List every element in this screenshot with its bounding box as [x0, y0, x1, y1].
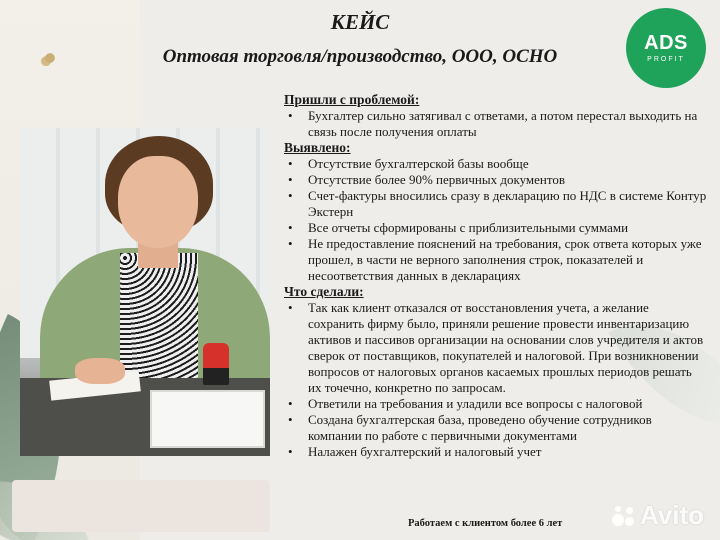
section-heading-done: Что сделали:	[284, 284, 364, 299]
page-subtitle: Оптовая торговля/производство, ООО, ОСНО	[162, 46, 558, 67]
list-item: • Ответили на требования и уладили все вопросы с налоговой	[284, 396, 708, 412]
section-heading-problem: Пришли с проблемой:	[284, 92, 420, 107]
list-item: • Все отчеты сформированы с приблизительными суммами	[284, 220, 708, 236]
list-item: • Отсутствие бухгалтерской базы вообще	[284, 156, 708, 172]
done-list	[284, 300, 708, 460]
avito-watermark	[612, 500, 704, 531]
logo-sub-text: PROFIT	[647, 56, 685, 63]
footer-note: Работаем с клиентом более 6 лет	[408, 518, 563, 529]
problem-list	[284, 108, 708, 140]
list-item: • Создана бухгалтерская база, проведено обучение сотрудников компании по работе с первичными документами	[284, 412, 708, 444]
list-item: • Счет-фактуры вносились сразу в декларацию по НДС в системе Контур Экстерн	[284, 188, 708, 220]
section-heading-found: Выявлено:	[284, 140, 351, 155]
bottom-decor-box	[12, 480, 270, 532]
logo-main-text: ADS	[644, 32, 688, 54]
ads-profit-logo	[626, 8, 706, 88]
page-title: КЕЙС	[330, 10, 390, 34]
found-list	[284, 156, 708, 284]
portrait-photo	[20, 128, 270, 456]
case-description	[284, 92, 708, 460]
avito-watermark-text: Avito	[640, 500, 705, 530]
list-item: • Бухгалтер сильно затягивал с ответами, а потом перестал выходить на связь после получения оплаты	[284, 108, 708, 140]
list-item: • Не предоставление пояснений на требования, срок ответа которых уже прошел, в части не верного заполнения строк, показателей и несоответствия данных в декларациях	[284, 236, 708, 284]
avito-dots-icon	[612, 504, 636, 528]
list-item: • Отсутствие более 90% первичных документов	[284, 172, 708, 188]
list-item: • Налажен бухгалтерский и налоговый учет	[284, 444, 708, 460]
list-item: • Так как клиент отказался от восстановления учета, а желание сохранить фирму было, приняли решение провести инвентаризацию активов и пассивов организации на основании слов учредителя и актов сверок от поставщиков, покупателей и налоговой. При возникновении вопросов от налоговых органов касаемых прошлых периодов решать их точечно, конкретно по запросам.	[284, 300, 708, 396]
gold-sparkle-decoration	[40, 50, 60, 66]
